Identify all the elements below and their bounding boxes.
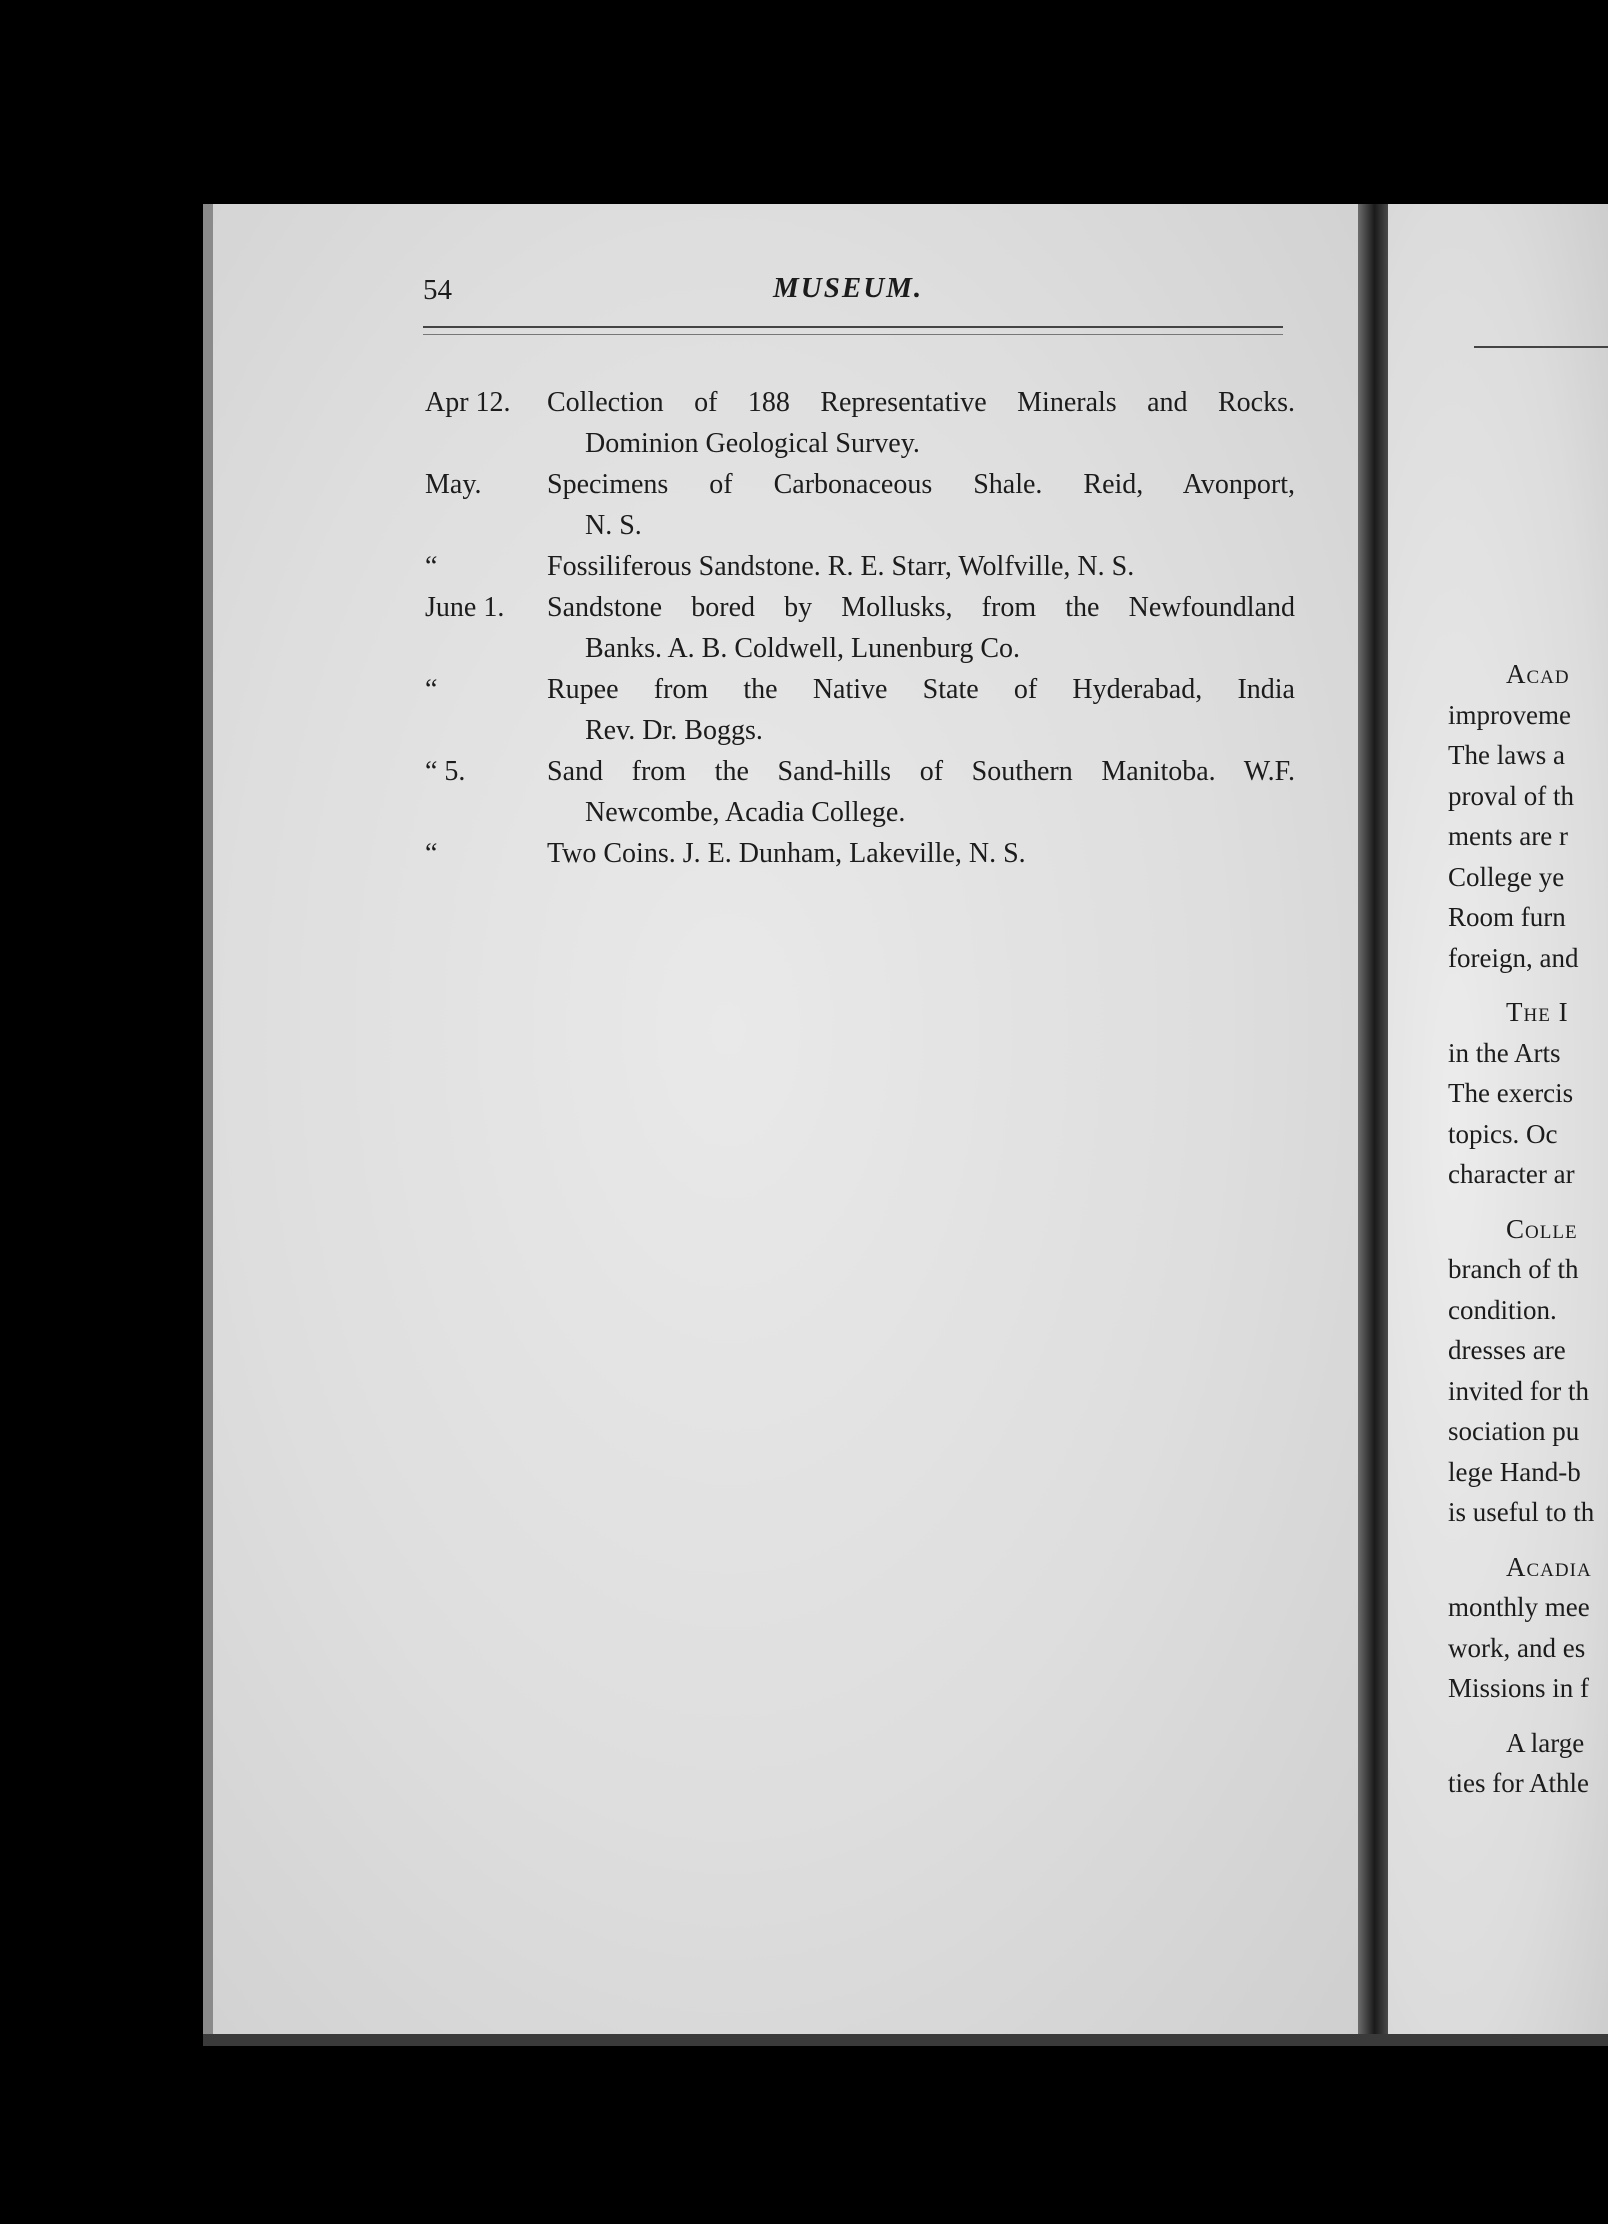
donation-entry: [425, 382, 1295, 464]
right-page-line: improveme: [1448, 699, 1571, 730]
right-page-line: sociation pu: [1448, 1416, 1580, 1446]
right-page-line: Acad: [1506, 659, 1570, 689]
right-page: [1388, 204, 1608, 2039]
entry-line: Banks. A. B. Coldwell, Lunenburg Co.: [585, 633, 1021, 664]
donation-entry: [425, 546, 1295, 587]
right-page-line: work, and es: [1448, 1632, 1586, 1663]
entry-date: “ 5.: [425, 756, 466, 787]
right-page-line: Colle: [1506, 1213, 1578, 1244]
entry-line: Two Coins. J. E. Dunham, Lakeville, N. S.: [547, 838, 1026, 869]
right-page-line: ments are r: [1448, 821, 1568, 851]
entry-description: [547, 669, 1295, 751]
entry-date: May.: [425, 469, 482, 500]
right-page-line: Acadia: [1506, 1551, 1592, 1582]
donation-entry: [425, 464, 1295, 546]
right-page-line: proval of th: [1448, 780, 1574, 811]
right-page-text: [1448, 654, 1594, 1804]
right-page-line: is useful to th: [1448, 1497, 1595, 1527]
entry-line: Sand from the Sand-hills of Southern Manitoba. W.F.: [547, 756, 1295, 787]
right-header-rule: [1474, 346, 1608, 348]
running-head: MUSEUM.: [773, 272, 924, 304]
entry-line: Dominion Geological Survey.: [585, 428, 920, 459]
entry-date: June 1.: [425, 592, 505, 623]
right-page-line: College ye: [1448, 861, 1565, 892]
right-page-line: The exercis: [1448, 1078, 1574, 1108]
header-rule-thin: [423, 334, 1283, 335]
entry-line: Rev. Dr. Boggs.: [585, 715, 763, 746]
book-bottom-edge: [203, 2034, 1608, 2046]
entry-line: Rupee from the Native State of Hyderabad, India: [547, 674, 1295, 705]
donation-entry: [425, 751, 1295, 833]
header-rule: [423, 326, 1283, 328]
entry-line: Sandstone bored by Mollusks, from the Newfoundland: [547, 592, 1295, 623]
entry-line: Collection of 188 Representative Minerals and Rocks.: [547, 387, 1295, 418]
right-page-line: lege Hand-b: [1448, 1456, 1581, 1487]
right-page-line: A large: [1506, 1727, 1585, 1758]
entry-description: [547, 587, 1295, 669]
entry-date: Apr 12.: [425, 387, 511, 418]
right-page-line: The laws a: [1448, 740, 1565, 770]
entry-line: Fossiliferous Sandstone. R. E. Starr, Wolfville, N. S.: [547, 551, 1135, 582]
entry-date: “: [425, 551, 438, 582]
entry-description: [547, 382, 1295, 464]
entry-description: [547, 833, 1295, 874]
entry-date: “: [425, 838, 438, 869]
donation-list: [425, 382, 1295, 874]
entry-description: [547, 546, 1295, 587]
right-page-line: Room furn: [1448, 902, 1566, 932]
right-page-line: monthly mee: [1448, 1592, 1590, 1622]
entry-description: [547, 751, 1295, 833]
right-page-line: ties for Athle: [1448, 1768, 1589, 1798]
donation-entry: [425, 587, 1295, 669]
right-page-line: condition.: [1448, 1294, 1557, 1325]
right-page-line: invited for th: [1448, 1375, 1589, 1406]
donation-entry: [425, 833, 1295, 874]
donation-entry: [425, 669, 1295, 751]
entry-description: [547, 464, 1295, 546]
entry-line: Newcombe, Acadia College.: [585, 797, 906, 828]
right-page-line: dresses are: [1448, 1335, 1566, 1365]
right-page-line: topics. Oc: [1448, 1118, 1558, 1149]
entry-line: Specimens of Carbonaceous Shale. Reid, Avonport,: [547, 469, 1295, 500]
page-number: 54: [423, 274, 452, 306]
right-page-line: Missions in f: [1448, 1673, 1590, 1703]
book-gutter: [1358, 204, 1388, 2039]
entry-line: N. S.: [585, 510, 642, 541]
left-page: [203, 204, 1358, 2039]
right-page-line: character ar: [1448, 1159, 1575, 1189]
entry-date: “: [425, 674, 438, 705]
right-page-line: The I: [1506, 997, 1569, 1027]
right-page-line: in the Arts: [1448, 1037, 1561, 1068]
right-page-line: branch of th: [1448, 1254, 1579, 1284]
right-page-line: foreign, and: [1448, 942, 1579, 973]
